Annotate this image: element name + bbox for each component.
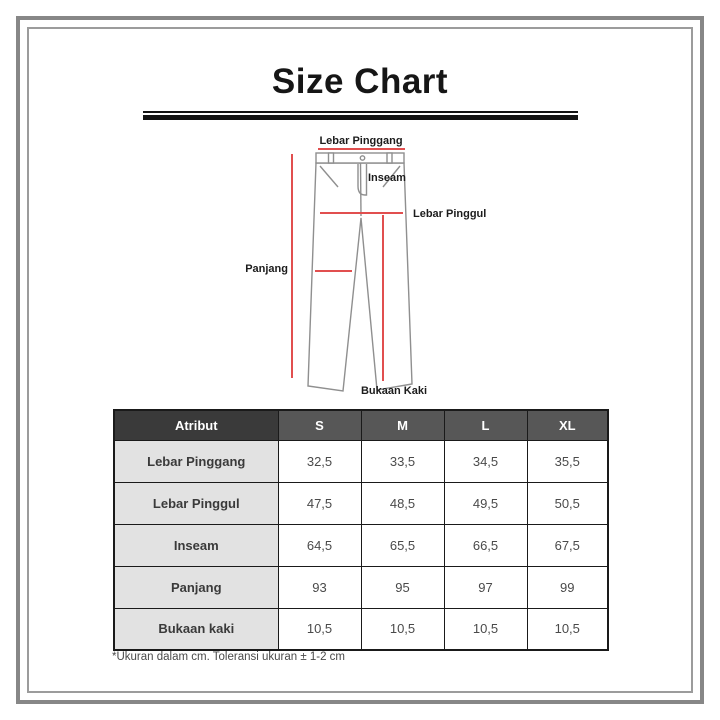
cell-value: 66,5: [444, 524, 527, 566]
table-row-waist: [114, 440, 608, 482]
cell-value: 32,5: [278, 440, 361, 482]
row-label: Panjang: [114, 566, 278, 608]
cell-value: 67,5: [527, 524, 608, 566]
size-table: [113, 409, 609, 651]
length-label: Panjang: [245, 263, 288, 275]
leg-opening-label: Bukaan Kaki: [360, 385, 428, 397]
row-label: Inseam: [114, 524, 278, 566]
column-header-l: L: [444, 410, 527, 440]
cell-value: 97: [444, 566, 527, 608]
cell-value: 99: [527, 566, 608, 608]
table-row-inseam: [114, 524, 608, 566]
table-row-leg-opening: [114, 608, 608, 650]
cell-value: 64,5: [278, 524, 361, 566]
belt-loop-left: [329, 153, 334, 163]
waist-label: Lebar Pinggang: [319, 135, 403, 147]
cell-value: 47,5: [278, 482, 361, 524]
cell-value: 93: [278, 566, 361, 608]
cell-value: 49,5: [444, 482, 527, 524]
column-header-m: M: [361, 410, 444, 440]
table-row-hip: [114, 482, 608, 524]
center-front-seam: [361, 163, 362, 216]
table-row-length: [114, 566, 608, 608]
waist-button: [360, 156, 364, 160]
cell-value: 35,5: [527, 440, 608, 482]
row-label: Lebar Pinggang: [114, 440, 278, 482]
row-label: Bukaan kaki: [114, 608, 278, 650]
column-header-s: S: [278, 410, 361, 440]
column-header-attribute: Atribut: [114, 410, 278, 440]
cell-value: 10,5: [527, 608, 608, 650]
size-table-header-row: [114, 410, 608, 440]
cell-value: 34,5: [444, 440, 527, 482]
cell-value: 48,5: [361, 482, 444, 524]
cell-value: 50,5: [527, 482, 608, 524]
cell-value: 10,5: [361, 608, 444, 650]
size-tolerance-footnote: *Ukuran dalam cm. Toleransi ukuran ± 1-2 cm: [112, 651, 345, 663]
cell-value: 65,5: [361, 524, 444, 566]
row-label: Lebar Pinggul: [114, 482, 278, 524]
inseam-label: Inseam: [368, 172, 406, 184]
cell-value: 33,5: [361, 440, 444, 482]
page-title: Size Chart: [271, 62, 449, 101]
pants-legs: [308, 163, 412, 391]
cell-value: 10,5: [444, 608, 527, 650]
cell-value: 95: [361, 566, 444, 608]
belt-loop-right: [387, 153, 392, 163]
cell-value: 10,5: [278, 608, 361, 650]
column-header-xl: XL: [527, 410, 608, 440]
hip-label: Lebar Pinggul: [413, 208, 487, 220]
